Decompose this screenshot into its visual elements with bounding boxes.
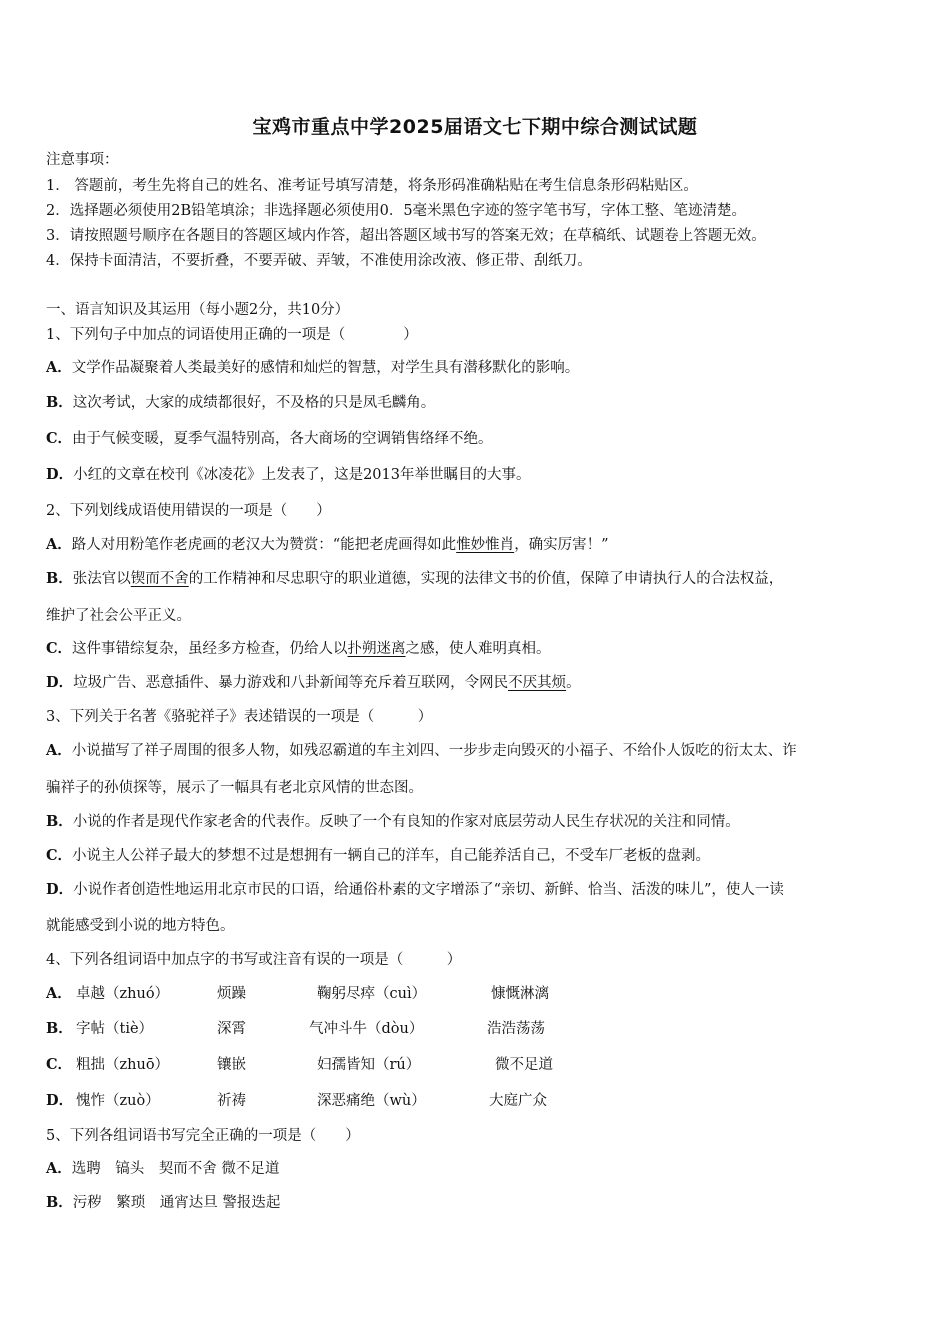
underlined-idiom: 扑朔迷离 bbox=[347, 641, 406, 657]
question-3-option-b: B．小说的作者是现代作家老舍的代表作。反映了一个有良知的作家对底层劳动人民生存状况的关注和同情。 bbox=[46, 813, 740, 830]
question-2-option-b-cont: 维护了社会公平正义。 bbox=[46, 608, 191, 624]
question-5-option-a: A．选聘 镐头 契而不舍 微不足道 bbox=[46, 1160, 280, 1177]
question-3-option-d: D．小说作者创造性地运用北京市民的口语，给通俗朴素的文字增添了“亲切、新鲜、恰当、活泼的味儿”，使人一读 bbox=[46, 881, 784, 898]
page-title: 宝鸡市重点中学2025届语文七下期中综合测试试题 bbox=[252, 116, 698, 138]
question-2-stem: 2、下列划线成语使用错误的一项是（ ） bbox=[46, 503, 331, 519]
question-3-stem: 3、下列关于名著《骆驼祥子》表述错误的一项是（ ） bbox=[46, 709, 433, 725]
question-3-option-a-cont: 骗祥子的孙侦探等，展示了一幅具有老北京风情的世态图。 bbox=[46, 780, 423, 796]
question-2-option-c: C．这件事错综复杂，虽经多方检查，仍给人以扑朔迷离之感，使人难明真相。 bbox=[46, 640, 551, 657]
question-4-stem: 4、下列各组词语中加点字的书写或注音有误的一项是（ ） bbox=[46, 952, 462, 968]
question-1-stem: 1、下列句子中加点的词语使用正确的一项是（ ） bbox=[46, 327, 418, 343]
question-1-option-a: A．文学作品凝聚着人类最美好的感情和灿烂的智慧，对学生具有潜移默化的影响。 bbox=[46, 359, 580, 376]
underlined-idiom: 惟妙惟肖 bbox=[456, 537, 515, 553]
question-3-option-a: A．小说描写了祥子周围的很多人物，如残忍霸道的车主刘四、一步步走向毁灭的小福子、不给仆人饭吃的衍太太、诈 bbox=[46, 742, 797, 759]
question-2-option-b: B．张法官以锲而不舍的工作精神和尽忠职守的职业道德，实现的法律文书的价值，保障了申请执行人的合法权益， bbox=[46, 570, 784, 587]
underlined-idiom: 不厌其烦 bbox=[508, 675, 567, 691]
notice-item: 1． 答题前，考生先将自己的姓名、准考证号填写清楚，将条形码准确粘贴在考生信息条形码粘贴区。 bbox=[46, 178, 698, 194]
notice-heading: 注意事项： bbox=[46, 152, 119, 168]
question-1-option-d: D．小红的文章在校刊《冰凌花》上发表了，这是2013年举世瞩目的大事。 bbox=[46, 466, 531, 483]
question-1-option-b: B．这次考试，大家的成绩都很好，不及格的只是凤毛麟角。 bbox=[46, 394, 436, 411]
question-5-option-b: B．污秽 繁琐 通宵达旦 警报迭起 bbox=[46, 1194, 281, 1211]
question-5-stem: 5、下列各组词语书写完全正确的一项是（ ） bbox=[46, 1128, 360, 1144]
exam-page: 宝鸡市重点中学2025届语文七下期中综合测试试题 注意事项： 1． 答题前，考生先将自己的姓名、准考证号填写清楚，将条形码准确粘贴在考生信息条形码粘贴区。 2．选择题必须使用2B铅笔填涂；非选择题必须使用0．5毫米黑色字迹的签字笔书写，字体工整、笔迹清楚。 3．请按照题号顺序在各题目的答题区域内作答，超出答题区域书写的答案无效；在草稿纸、试题卷上答题无效。 4．保持卡面清洁，不要折叠，不要弄破、弄皱，不准使用涂改液、修正带、刮纸刀。 一、语言知识及其运用（每小题2分，共10分） 1、下列句子中加点的词语使用正确的一项是（ ） A．文学作品凝聚着人类最美好的感情和灿烂的智慧，对学生具有潜移默化的影响。 B．这次考试，大家的成绩都很好，不及格的只是凤毛麟角。 C．由于气候变暖，夏季气温特别高，各大商场的空调销售络绎不绝。 D．小红的文章在校刊《冰凌花》上发表了，这是2013年举世瞩目的大事。 2、下列划线成语使用错误的一项是（ ） A．路人对用粉笔作老虎画的老汉大为赞赏：“能把老虎画得如此惟妙惟肖，确实厉害！” B．张法官以锲而不舍的工作精神和尽忠职守的职业道德，实现的法律文书的价值，保障了申请执行人的合法权益， 维护了社会公平正义。 C．这件事错综复杂，虽经多方检查，仍给人以扑朔迷离之感，使人难明真相。 D．垃圾广告、恶意插件、暴力游戏和八卦新闻等充斥着互联网，令网民不厌其烦。 3、下列关于名著《骆驼祥子》表述错误的一项是（ ） A．小说描写了祥子周围的很多人物，如残忍霸道的车主刘四、一步步走向毁灭的小福子、不给仆人饭吃的衍太太、诈 骗祥子的孙侦探等，展示了一幅具有老北京风情的世态图。 B．小说的作者是现代作家老舍的代表作。反映了一个有良知的作家对底层劳动人民生存状况的关注和同情。 C．小说主人公祥子最大的梦想不过是想拥有一辆自己的洋车，自己能养活自己，不受车厂老板的盘剥。 D．小说作者创造性地运用北京市民的口语，给通俗朴素的文字增添了“亲切、新鲜、恰当、活泼的味儿”，使人一读 就能感受到小说的地方特色。 4、下列各组词语中加点字的书写或注音有误的一项是（ ） A． 卓越（zhuó） 烦躁 鞠躬尽瘁（cuì） 慷慨淋漓 B． 字帖（tiè） 深霄 气冲斗牛（dòu） 浩浩荡荡 C． 粗拙（zhuō） 镶嵌 妇孺皆知（rú） 微不足道 D． 愧怍（zuò） 祈祷 深恶痛绝（wù） 大庭广众 5、下列各组词语书写完全正确的一项是（ ） A．选聘 镐头 契而不舍 微不足道 B．污秽 繁琐 通宵达旦 警报迭起 bbox=[0, 0, 950, 1344]
question-3-option-d-cont: 就能感受到小说的地方特色。 bbox=[46, 918, 235, 934]
underlined-idiom: 锲而不舍 bbox=[130, 571, 189, 587]
question-3-option-c: C．小说主人公祥子最大的梦想不过是想拥有一辆自己的洋车，自己能养活自己，不受车厂老板的盘剥。 bbox=[46, 847, 711, 864]
notice-item: 3．请按照题号顺序在各题目的答题区域内作答，超出答题区域书写的答案无效；在草稿纸、试题卷上答题无效。 bbox=[46, 228, 766, 244]
question-2-option-d: D．垃圾广告、恶意插件、暴力游戏和八卦新闻等充斥着互联网，令网民不厌其烦。 bbox=[46, 674, 581, 691]
section-heading: 一、语言知识及其运用（每小题2分，共10分） bbox=[46, 302, 350, 318]
notice-item: 2．选择题必须使用2B铅笔填涂；非选择题必须使用0．5毫米黑色字迹的签字笔书写，字体工整、笔迹清楚。 bbox=[46, 203, 747, 219]
question-2-option-a: A．路人对用粉笔作老虎画的老汉大为赞赏：“能把老虎画得如此惟妙惟肖，确实厉害！” bbox=[46, 536, 609, 553]
notice-item: 4．保持卡面清洁，不要折叠，不要弄破、弄皱，不准使用涂改液、修正带、刮纸刀。 bbox=[46, 253, 592, 269]
question-1-option-c: C．由于气候变暖，夏季气温特别高，各大商场的空调销售络绎不绝。 bbox=[46, 430, 493, 447]
